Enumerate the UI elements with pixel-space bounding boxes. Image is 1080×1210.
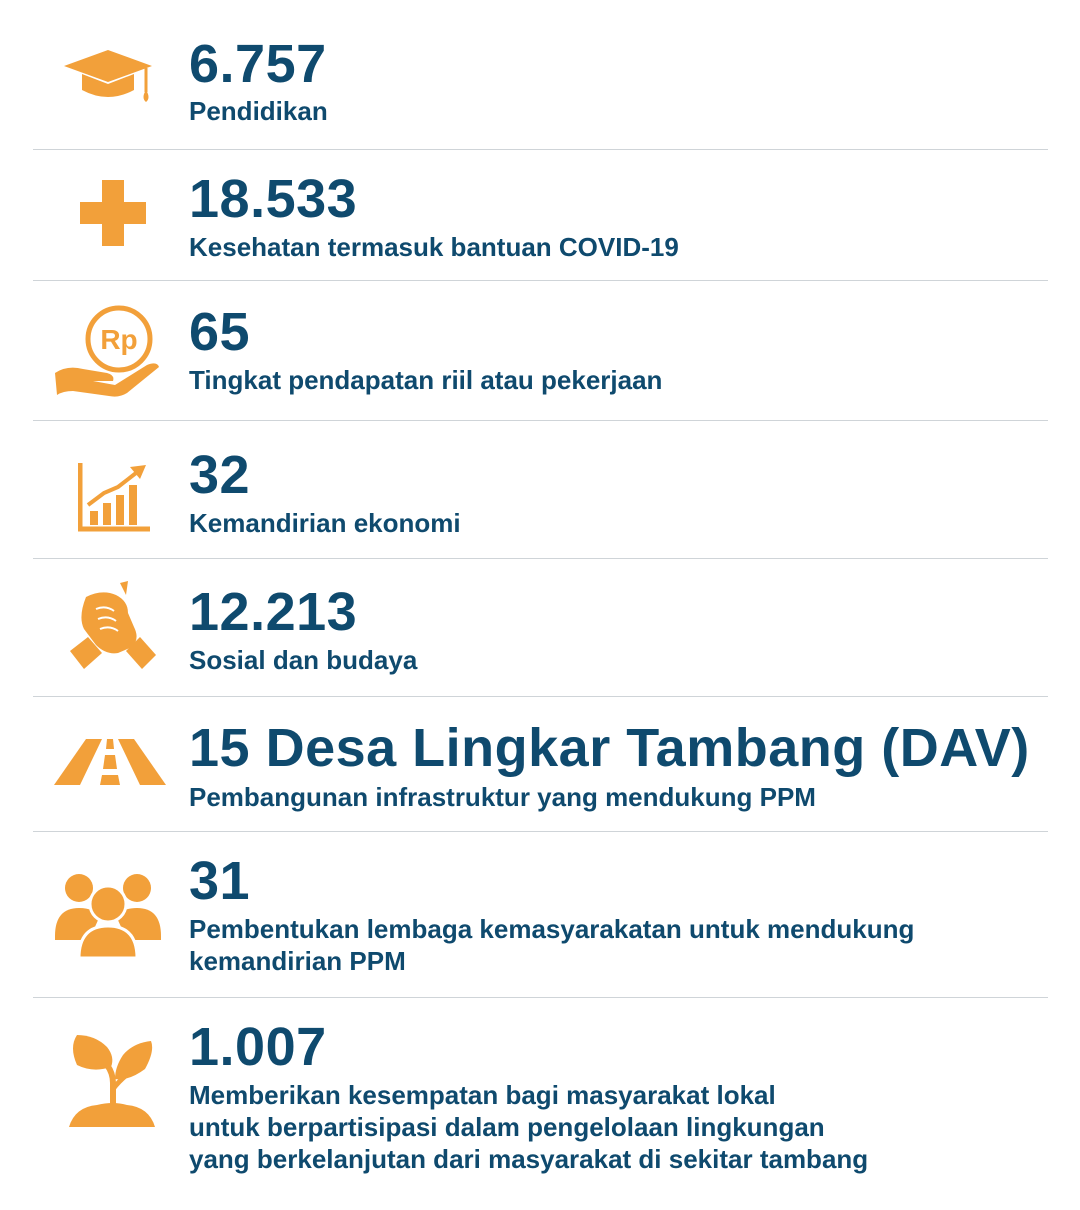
education-label: Pendidikan	[189, 96, 328, 126]
road-icon	[54, 739, 166, 787]
social-value: 12.213	[189, 582, 358, 642]
medical-cross-icon	[80, 180, 146, 246]
handshake-icon	[66, 581, 158, 671]
education-value: 6.757	[189, 34, 327, 94]
income-label: Tingkat pendapatan riil atau pekerjaan	[189, 365, 663, 395]
institutions-label-line-1: Pembentukan lembaga kemasyarakatan untuk mendukung	[189, 914, 915, 944]
income-value: 65	[189, 302, 251, 362]
institutions-label-line-2: kemandirian PPM	[189, 946, 406, 976]
environment-value: 1.007	[189, 1017, 327, 1077]
infrastructure-label: Pembangunan infrastruktur yang mendukung PPM	[189, 782, 816, 812]
sprout-icon	[67, 1033, 157, 1127]
list-item-health	[0, 150, 1080, 280]
list-item-environment	[0, 998, 1080, 1210]
list-item-social	[0, 559, 1080, 696]
list-item-institutions	[0, 832, 1080, 997]
graduation-cap-icon	[60, 46, 156, 108]
growth-chart-icon	[78, 461, 152, 533]
list-item-income	[0, 281, 1080, 420]
economy-value: 32	[189, 445, 251, 505]
institutions-value: 31	[189, 851, 251, 911]
list-item-economy	[0, 421, 1080, 558]
coin-label: Rp	[100, 324, 138, 355]
environment-label-line-3: yang berkelanjutan dari masyarakat di sekitar tambang	[189, 1144, 869, 1174]
health-value: 18.533	[189, 169, 358, 229]
hand-coin-icon	[53, 303, 161, 399]
environment-label-line-1: Memberikan kesempatan bagi masyarakat lokal	[189, 1080, 776, 1110]
social-label: Sosial dan budaya	[189, 645, 418, 675]
people-group-icon	[55, 870, 161, 958]
infrastructure-value: 15 Desa Lingkar Tambang (DAV)	[189, 718, 1030, 778]
list-item-education	[0, 0, 1080, 150]
environment-label-line-2: untuk berpartisipasi dalam pengelolaan lingkungan	[189, 1112, 825, 1142]
list-item-infrastructure	[0, 697, 1080, 831]
economy-label: Kemandirian ekonomi	[189, 508, 461, 538]
health-label: Kesehatan termasuk bantuan COVID-19	[189, 232, 679, 262]
